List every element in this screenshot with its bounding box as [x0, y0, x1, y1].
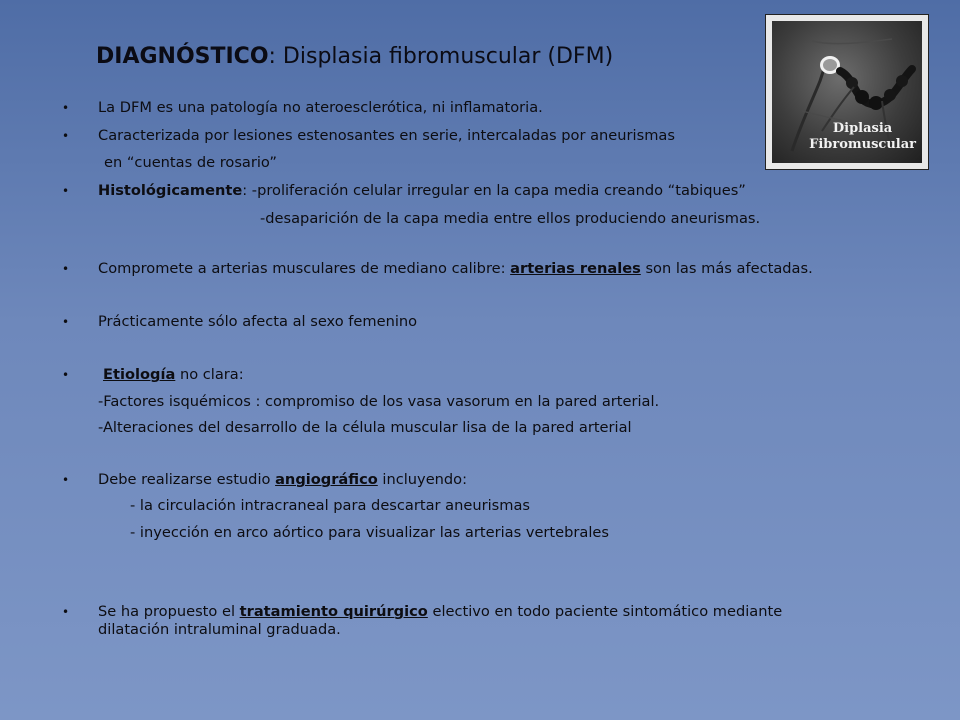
sub-item: -Factores isquémicos : compromiso de los vasa vasorum en la pared arterial. [98, 393, 660, 410]
bullet-marker: • [62, 368, 70, 382]
bullet-marker: • [62, 315, 70, 329]
bullet-marker: • [62, 605, 70, 619]
bullet-text [98, 471, 467, 489]
sub-item: -Alteraciones del desarrollo de la célula muscular lisa de la pared arterial [98, 419, 632, 436]
bullet-text-post: electivo en todo paciente sintomático mediante [427, 603, 783, 620]
bullet-text [98, 260, 813, 278]
bullet-text-continuation: en “cuentas de rosario” [104, 154, 277, 171]
sub-item: - inyección en arco aórtico para visualizar las arterias vertebrales [130, 524, 609, 541]
bullet-text-pre: Se ha propuesto el [98, 603, 240, 620]
bullet-text: Prácticamente sólo afecta al sexo femenino [98, 313, 418, 330]
bullet-marker: • [62, 473, 70, 487]
caption-line-1: Diplasia [832, 121, 893, 136]
bold-term: Etiología [103, 366, 176, 383]
bullet-text [98, 603, 782, 621]
bullet-marker: • [62, 184, 70, 198]
bullet-marker: • [62, 101, 70, 115]
bullet-text-post: incluyendo: [377, 471, 468, 488]
bullet-marker: • [62, 129, 70, 143]
bullet-text-rest: : -proliferación celular irregular en la capa media creando “tabiques” [242, 182, 746, 199]
sub-item: - la circulación intracraneal para descartar aneurismas [130, 497, 531, 514]
bullet-text-continuation: -desaparición de la capa media entre ellos produciendo aneurismas. [260, 210, 761, 227]
bullet-text-continuation: dilatación intraluminal graduada. [98, 621, 341, 638]
bullet-text-rest: no clara: [175, 366, 244, 383]
bullet-text: La DFM es una patología no ateroesclerótica, ni inflamatoria. [98, 99, 543, 116]
title-bold: DIAGNÓSTICO [96, 44, 269, 69]
bullet-text-pre: Debe realizarse estudio [98, 471, 276, 488]
bullet-text-post: son las más afectadas. [640, 260, 813, 277]
bullet-marker: • [62, 262, 70, 276]
bold-term: arterias renales [510, 260, 641, 277]
bullet-text-pre: Compromete a arterias musculares de mediano calibre: [98, 260, 511, 277]
bullet-text [103, 366, 244, 384]
bullet-text: Caracterizada por lesiones estenosantes en serie, intercaladas por aneurismas [98, 127, 675, 144]
bullet-text [98, 182, 746, 200]
bold-term: angiográfico [275, 471, 378, 488]
title-rest: : Displasia fibromuscular (DFM) [268, 44, 614, 69]
bold-term: Histológicamente [98, 182, 243, 199]
bold-term: tratamiento quirúrgico [239, 603, 428, 620]
caption-line-2: Fibromuscular [809, 137, 916, 152]
